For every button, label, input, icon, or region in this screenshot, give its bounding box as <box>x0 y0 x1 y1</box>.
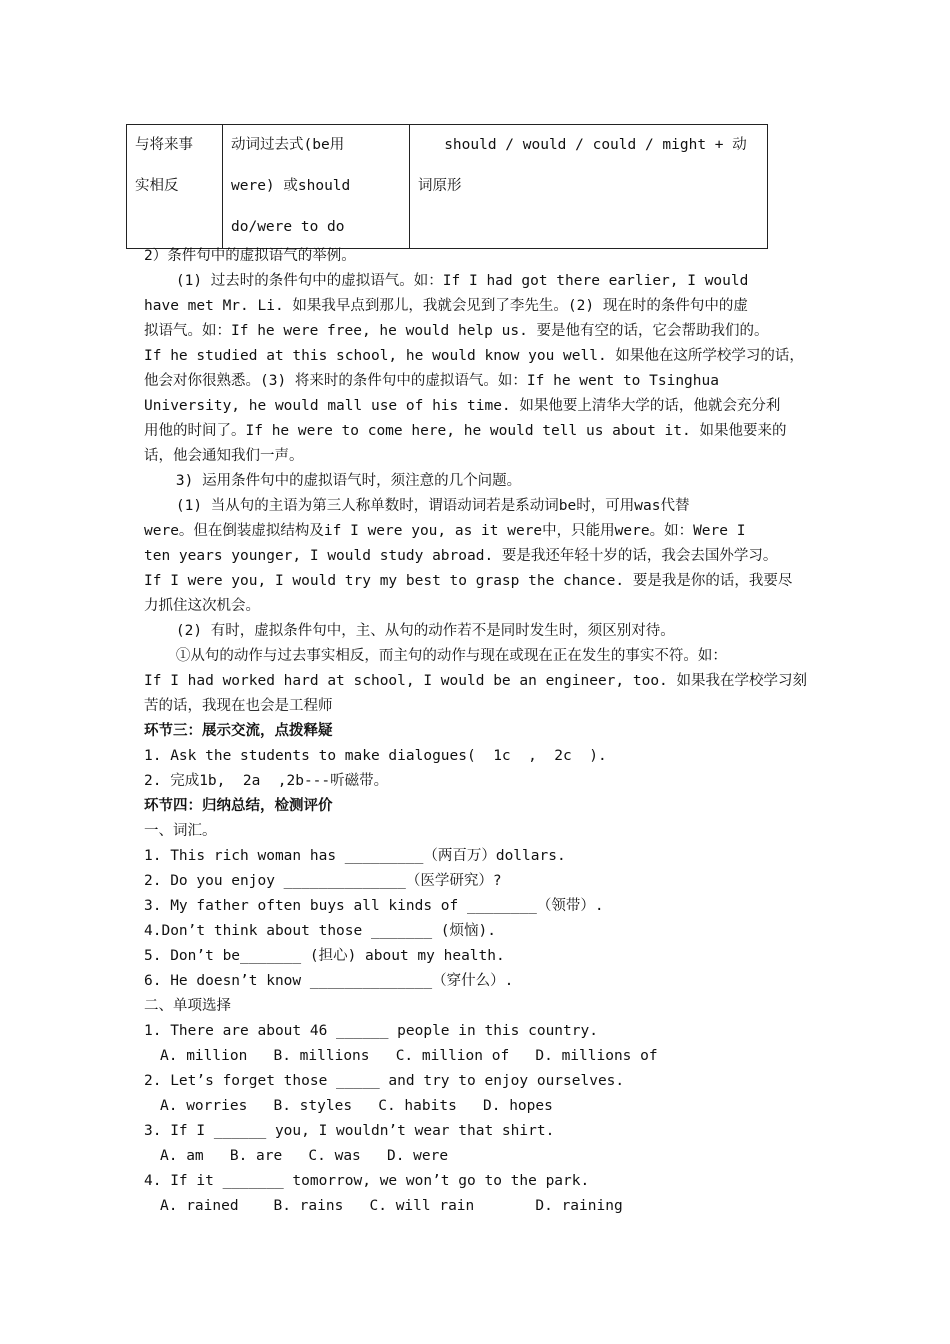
text-line: 2. 完成1b, 2a ,2b---听磁带。 <box>144 773 389 789</box>
cell-line: 与将来事 <box>135 137 193 153</box>
text-line: were。但在倒装虚拟结构及if I were you, as it were中，只能用were。如：Were I <box>144 523 746 539</box>
document-body <box>144 244 814 1219</box>
cell-line: were) 或should <box>231 178 351 194</box>
text-line: 用他的时间了。If he were to come here, he would tell us about it. 如果他要来的 <box>144 423 787 439</box>
cell-line: should / would / could / might + 动 <box>418 137 747 153</box>
text-line: 3. If I ______ you, I wouldn’t wear that shirt. <box>144 1123 555 1139</box>
section-heading: 环节四：归纳总结，检测评价 <box>144 798 333 814</box>
text-line: A. worries B. styles C. habits D. hopes <box>160 1098 553 1114</box>
text-line: ①从句的动作与过去事实相反，而主句的动作与现在或现在正在发生的事实不符。如： <box>175 648 727 664</box>
text-line: A. rained B. rains C. will rain D. raining <box>160 1198 623 1214</box>
cell-line: 动词过去式(be用 <box>231 137 345 153</box>
text-line: 拟语气。如：If he were free, he would help us. 要是他有空的话，它会帮助我们的。 <box>144 323 769 339</box>
text-line: 4.Don’t think about those _______ (烦恼). <box>144 923 497 939</box>
text-line: 6. He doesn’t know ______________（穿什么）. <box>144 973 514 989</box>
text-line: 5. Don’t be_______ (担心) about my health. <box>144 948 505 964</box>
text-line: 话，他会通知我们一声。 <box>144 448 304 464</box>
text-line: 1. There are about 46 ______ people in this country. <box>144 1023 598 1039</box>
section-heading: 环节三：展示交流，点拨释疑 <box>144 723 333 739</box>
text-line: If I were you, I would try my best to grasp the chance. 要是我是你的话，我要尽 <box>144 573 793 589</box>
text-line: 1. Ask the students to make dialogues( 1c , 2c ). <box>144 748 607 764</box>
text-line: University, he would mall use of his time. 如果他要上清华大学的话，他就会充分利 <box>144 398 781 414</box>
text-line: A. am B. are C. was D. were <box>160 1148 449 1164</box>
text-line: If he studied at this school, he would know you well. 如果他在这所学校学习的话， <box>144 348 804 364</box>
table-cell-situation <box>127 125 223 249</box>
text-line: 3. My father often buys all kinds of ________（领带）. <box>144 898 604 914</box>
cell-line: do/were to do <box>231 219 345 235</box>
table-row <box>127 125 768 249</box>
text-line: 3) 运用条件句中的虚拟语气时，须注意的几个问题。 <box>175 473 522 489</box>
text-line: (1) 当从句的主语为第三人称单数时，谓语动词若是系动词be时，可用was代替 <box>175 498 690 514</box>
table-cell-mainclause <box>410 125 768 249</box>
text-line: 2）条件句中的虚拟语气的举例。 <box>144 248 356 264</box>
text-line: ten years younger, I would study abroad. 要是我还年轻十岁的话，我会去国外学习。 <box>144 548 778 564</box>
text-line: (1) 过去时的条件句中的虚拟语气。如：If I had got there earlier, I would <box>175 273 749 289</box>
text-line: 一、词汇。 <box>144 823 217 839</box>
text-line: have met Mr. Li. 如果我早点到那儿，我就会见到了李先生。(2) 现在时的条件句中的虚 <box>144 298 748 314</box>
text-line: 1. This rich woman has _________（两百万）dollars. <box>144 848 566 864</box>
text-line: 2. Do you enjoy ______________（医学研究）? <box>144 873 502 889</box>
text-line: 二、单项选择 <box>144 998 231 1014</box>
text-line: 力抓住这次机会。 <box>144 598 260 614</box>
text-line: (2) 有时，虚拟条件句中，主、从句的动作若不是同时发生时，须区别对待。 <box>175 623 675 639</box>
cell-line: 词原形 <box>418 178 462 194</box>
table-cell-subclause <box>223 125 410 249</box>
text-line: 4. If it _______ tomorrow, we won’t go to the park. <box>144 1173 590 1189</box>
grammar-table <box>126 124 768 249</box>
text-line: 他会对你很熟悉。(3) 将来时的条件句中的虚拟语气。如：If he went to Tsinghua <box>144 373 719 389</box>
text-line: 2. Let’s forget those _____ and try to enjoy ourselves. <box>144 1073 625 1089</box>
text-line: A. million B. millions C. million of D. millions of <box>160 1048 658 1064</box>
text-line: If I had worked hard at school, I would be an engineer, too. 如果我在学校学习刻 <box>144 673 808 689</box>
text-line: 苦的话，我现在也会是工程师 <box>144 698 333 714</box>
cell-line: 实相反 <box>135 178 179 194</box>
